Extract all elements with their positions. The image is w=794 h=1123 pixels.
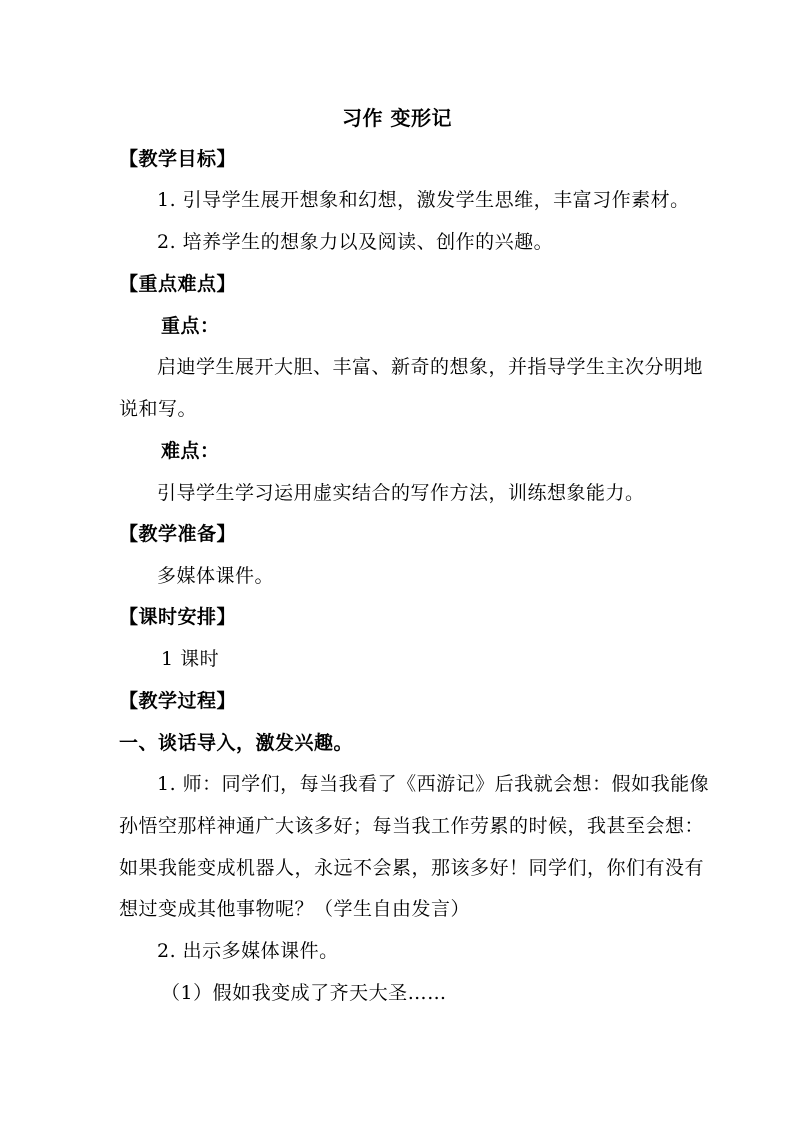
section-heading-preparation: 【教学准备】 [119, 523, 237, 545]
paragraph: 多媒体课件。 [157, 565, 275, 587]
section-heading-key-difficulties: 【重点难点】 [119, 273, 237, 295]
section-heading-schedule: 【课时安排】 [119, 606, 237, 628]
section-heading-teaching-goals: 【教学目标】 [119, 148, 237, 170]
paragraph: 2. 培养学生的想象力以及阅读、创作的兴趣。 [157, 231, 554, 253]
subheading-difficulties: 难点： [161, 440, 220, 462]
paragraph: 1 课时 [161, 648, 220, 670]
paragraph: 想过变成其他事物呢？（学生自由发言） [119, 898, 471, 920]
paragraph: 2. 出示多媒体课件。 [157, 940, 339, 962]
paragraph: 孙悟空那样神通广大该多好；每当我工作劳累的时候，我甚至会想： [119, 815, 705, 837]
paragraph: 如果我能变成机器人，永远不会累，那该多好！同学们，你们有没有 [119, 857, 705, 879]
paragraph: 1. 引导学生展开想象和幻想，激发学生思维，丰富习作素材。 [157, 189, 690, 211]
paragraph: 引导学生学习运用虚实结合的写作方法，训练想象能力。 [157, 482, 645, 504]
paragraph: 1. 师：同学们，每当我看了《西游记》后我就会想：假如我能像 [157, 773, 710, 795]
subsection-heading: 一、谈话导入，激发兴趣。 [119, 732, 354, 754]
document-title: 习作 变形记 [342, 106, 452, 130]
section-heading-teaching-process: 【教学过程】 [119, 690, 237, 712]
paragraph: 启迪学生展开大胆、丰富、新奇的想象，并指导学生主次分明地 [157, 356, 704, 378]
paragraph: （1）假如我变成了齐天大圣…… [161, 982, 447, 1004]
subheading-key-points: 重点： [161, 315, 220, 337]
paragraph: 说和写。 [119, 398, 198, 420]
